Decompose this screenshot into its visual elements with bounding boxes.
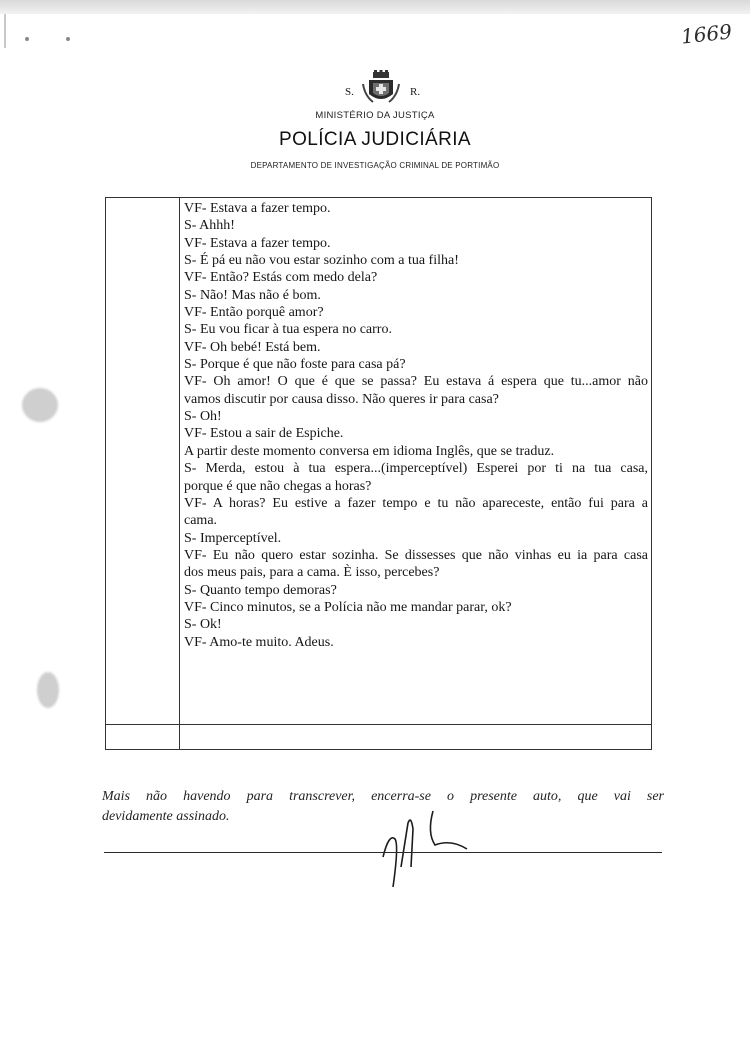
transcript-line: S- Eu vou ficar à tua espera no carro. (184, 322, 392, 338)
transcript-line: cama. (184, 513, 218, 529)
coat-of-arms-icon (361, 70, 401, 106)
transcript-text (184, 200, 648, 651)
sr-left: S. (345, 86, 354, 98)
transcript-table (105, 197, 652, 750)
table-row-divider (106, 724, 651, 725)
transcript-line: VF- A horas? Eu estive a fazer tempo e tu não apareceste, então fui para a (184, 495, 648, 511)
transcript-line: VF- Eu não quero estar sozinha. Se dissesses que não vinhas eu ia para casa (184, 547, 648, 563)
handwritten-page-number: 1669 (679, 19, 734, 49)
scan-smudge (22, 388, 58, 422)
transcript-line: VF- Estava a fazer tempo. (184, 201, 331, 216)
transcript-line: VF- Oh amor! O que é que se passa? Eu estava á espera que tu...amor não (184, 374, 648, 390)
closing-line-1: Mais não havendo para transcrever, encerra-se o presente auto, que vai ser (102, 789, 664, 804)
scan-dot (25, 37, 29, 41)
transcript-line: S- Imperceptível. (184, 530, 282, 546)
transcript-line: S- Merda, estou à tua espera...(imperceptível) Esperei por ti na tua casa, (184, 461, 648, 477)
transcript-line: S- Ahhh! (184, 218, 235, 234)
transcript-line: VF- Oh bebé! Está bem. (184, 339, 321, 355)
transcript-line: VF- Então? Estás com medo dela? (184, 270, 378, 286)
transcript-line: porque é que não chegas a horas? (184, 478, 372, 494)
transcript-line: vamos discutir por causa disso. Não queres ir para casa? (184, 391, 499, 407)
transcript-line: S- Quanto tempo demoras? (184, 582, 337, 598)
scan-left-mark (4, 14, 6, 48)
transcript-line: dos meus pais, para a cama. È isso, percebes? (184, 565, 440, 581)
transcript-line: VF- Estou a sair de Espiche. (184, 426, 344, 442)
closing-line-2: devidamente assinado. (102, 809, 230, 824)
transcript-line: S- Não! Mas não é bom. (184, 287, 321, 303)
transcript-line: VF- Amo-te muito. Adeus. (184, 634, 334, 650)
document-header (0, 70, 750, 170)
transcript-line: S- Porque é que não foste para casa pá? (184, 357, 406, 373)
scan-dot (66, 37, 70, 41)
transcript-line: S- É pá eu não vou estar sozinho com a tua filha! (184, 253, 459, 269)
scan-top-band (0, 0, 750, 14)
transcript-line: S- Ok! (184, 617, 222, 633)
sr-right: R. (410, 86, 421, 98)
police-name: POLÍCIA JUDICIÁRIA (279, 129, 471, 150)
scan-smudge (37, 672, 59, 708)
transcript-line: VF- Então porquê amor? (184, 305, 324, 321)
transcript-line: S- Oh! (184, 409, 222, 425)
emblem-row (0, 70, 750, 110)
table-column-divider (179, 198, 180, 749)
ministry-name: MINISTÉRIO DA JUSTIÇA (315, 110, 435, 121)
handwritten-signature (375, 805, 485, 890)
signature-line (104, 852, 662, 853)
transcript-line: A partir deste momento conversa em idioma Inglês, que se traduz. (184, 443, 555, 459)
transcript-line: VF- Estava a fazer tempo. (184, 235, 331, 251)
transcript-line: VF- Cinco minutos, se a Polícia não me mandar parar, ok? (184, 599, 512, 615)
department-name: DEPARTAMENTO DE INVESTIGAÇÃO CRIMINAL DE PORTIMÃO (250, 161, 500, 170)
